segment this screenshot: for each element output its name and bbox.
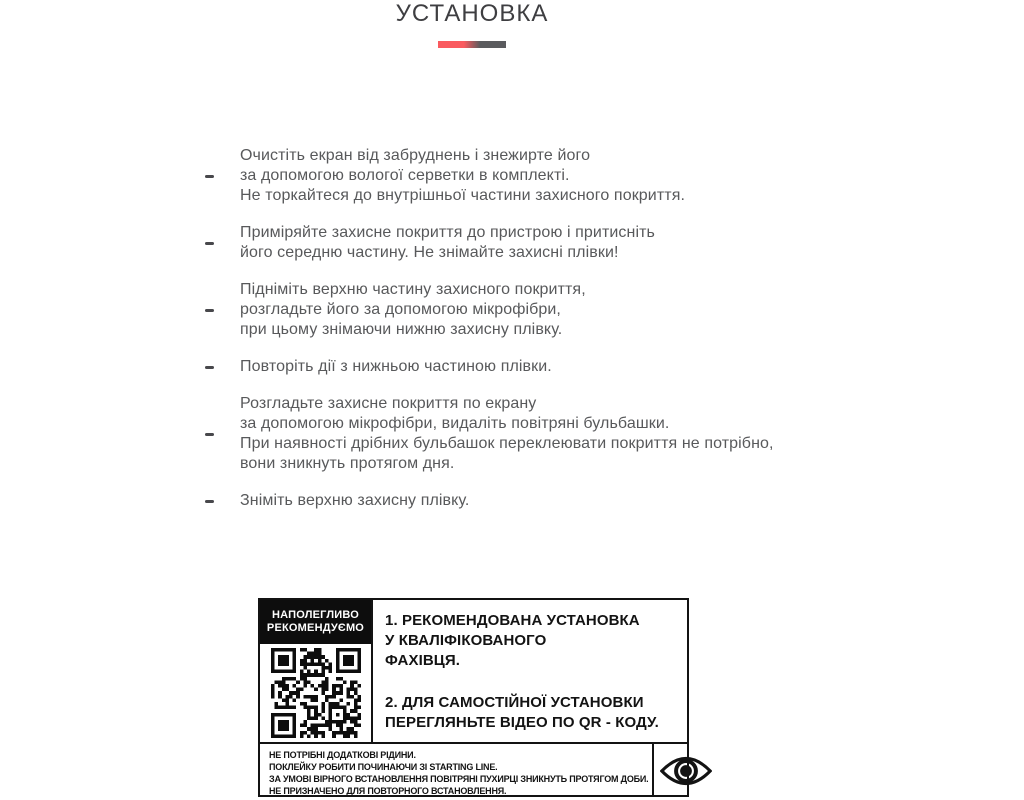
recommendation-box-left-column	[260, 600, 373, 742]
text-line: НАПОЛЕГЛИВО	[272, 608, 359, 621]
text-line: ПЕРЕГЛЯНЬТЕ ВІДЕО ПО QR - КОДУ.	[385, 714, 659, 731]
instruction-text	[240, 491, 469, 511]
instruction-item	[205, 394, 774, 474]
text-line: РЕКОМЕНДУЄМО	[266, 622, 365, 634]
recommendation-box-bottom	[260, 744, 687, 797]
instruction-item	[205, 357, 774, 377]
text-line: Повторіть дії з нижньою частиною плівки.	[240, 358, 552, 375]
text-line: НЕ ПОТРІБНІ ДОДАТКОВІ РІДИНИ.	[269, 750, 416, 760]
text-line: ПОКЛЕЙКУ РОБИТИ ПОЧИНАЮЧИ ЗІ STARTING LINE.	[269, 762, 498, 772]
text-line: При наявності дрібних бульбашок переклеювати покриття не потрібно,	[240, 435, 774, 452]
text-line: 1. РЕКОМЕНДОВАНА УСТАНОВКА	[385, 612, 640, 629]
bullet-dash-icon	[205, 500, 214, 503]
page-title: УСТАНОВКА	[395, 0, 549, 27]
text-line: вони зникнуть протягом дня.	[240, 455, 455, 472]
text-line: ЗА УМОВІ ВІРНОГО ВСТАНОВЛЕННЯ ПОВІТРЯНІ ПУХИРЦІ ЗНИКНУТЬ ПРОТЯГОМ ДОБИ.	[269, 774, 649, 784]
eye-cell	[652, 744, 717, 797]
text-line: за допомогою вологої серветки в комплекті.	[240, 167, 570, 184]
recommendation-box-top	[260, 600, 687, 744]
text-line: розгладьте його за допомогою мікрофібри,	[240, 301, 561, 318]
instruction-item	[205, 491, 774, 511]
bullet-dash-icon	[205, 242, 214, 245]
text-line: Розгладьте захисне покриття по екрану	[240, 395, 537, 412]
instruction-text	[240, 146, 685, 206]
instruction-text	[240, 280, 586, 340]
text-line: Зніміть верхню захисну плівку.	[240, 492, 470, 509]
text-line: за допомогою мікрофібри, видаліть повітряні бульбашки.	[240, 415, 670, 432]
installation-notes	[260, 744, 652, 797]
instruction-text	[240, 394, 774, 474]
qr-code-icon	[270, 648, 362, 738]
text-line: при цьому знімаючи нижню захисну плівку.	[240, 321, 563, 338]
recommendation-paragraph-1	[385, 611, 681, 671]
instruction-list	[205, 146, 774, 528]
bullet-dash-icon	[205, 309, 214, 312]
text-line: ФАХІВЦЯ.	[385, 652, 460, 669]
text-line: НЕ ПРИЗНАЧЕНО ДЛЯ ПОВТОРНОГО ВСТАНОВЛЕННЯ.	[269, 786, 507, 796]
text-line: Не торкайтеся до внутрішньої частини захисного покриття.	[240, 187, 685, 204]
recommendation-paragraph-2	[385, 693, 681, 733]
instruction-item	[205, 280, 774, 340]
qr-code	[260, 644, 371, 742]
instruction-item	[205, 223, 774, 263]
text-line: Приміряйте захисне покриття до пристрою і притисніть	[240, 224, 655, 241]
instruction-item	[205, 146, 774, 206]
title-divider	[438, 41, 506, 48]
bullet-dash-icon	[205, 175, 214, 178]
instruction-text	[240, 223, 655, 263]
instruction-text	[240, 357, 552, 377]
recommendation-box	[258, 598, 689, 797]
text-line: У КВАЛІФІКОВАНОГО	[385, 632, 547, 649]
text-line: 2. ДЛЯ САМОСТІЙНОЇ УСТАНОВКИ	[385, 694, 644, 711]
bullet-dash-icon	[205, 433, 214, 436]
eye-icon	[660, 752, 712, 790]
text-line: його середню частину. Не знімайте захисні плівки!	[240, 244, 619, 261]
text-line: Очистіть екран від забруднень і знежирте його	[240, 147, 591, 164]
recommendation-text	[373, 600, 687, 742]
text-line: Підніміть верхню частину захисного покриття,	[240, 281, 586, 298]
strongly-recommend-badge	[260, 600, 371, 644]
bullet-dash-icon	[205, 366, 214, 369]
